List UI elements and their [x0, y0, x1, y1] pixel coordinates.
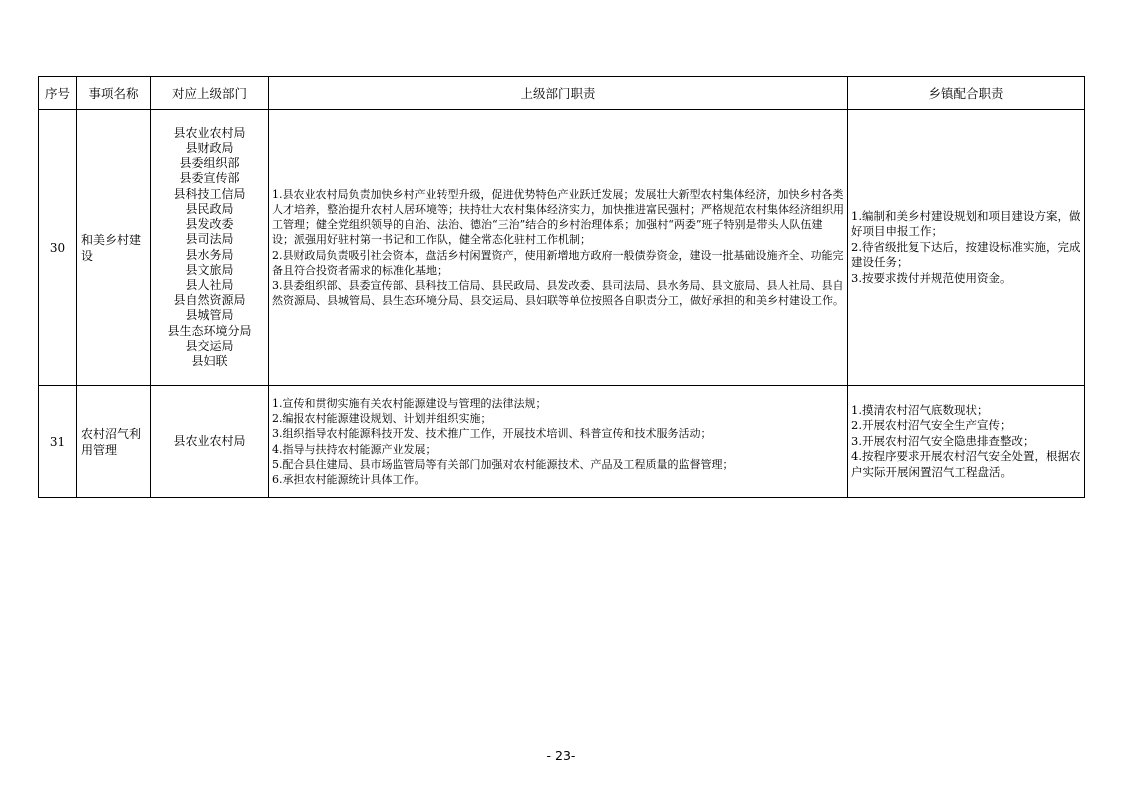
duty-item: 2.待省级批复下达后，按建设标准实施，完成建设任务； — [851, 239, 1081, 270]
duty-item: 3.开展农村沼气安全隐患排查整改； — [851, 433, 1035, 448]
department-name: 县委组织部 — [179, 156, 240, 171]
department-name: 县妇联 — [191, 353, 228, 368]
duty-item: 2.县财政局负责吸引社会资本，盘活乡村闲置资产，使用新增地方政府一般债券资金，建设一批基础设施齐全、功能完备且符合投资者需求的标准化基地； — [272, 248, 844, 277]
department-name: 县司法局 — [185, 232, 234, 247]
table-row — [39, 110, 1085, 386]
department-name: 县财政局 — [185, 141, 234, 156]
duty-item: 6.承担农村能源统计具体工作。 — [272, 472, 426, 486]
department-name: 县交运局 — [185, 338, 234, 353]
duty-item: 5.配合县住建局、县市场监管局等有关部门加强对农村能源技术、产品及工程质量的监督管理； — [272, 457, 734, 471]
duty-item: 1.摸清农村沼气底数现状； — [851, 402, 989, 417]
department-name: 县文旅局 — [185, 262, 234, 277]
page-number: - 23- — [546, 748, 576, 763]
department-name: 县生态环境分局 — [167, 323, 252, 338]
duty-item: 1.编制和美乡村建设规划和项目建设方案，做好项目申报工作； — [851, 208, 1081, 239]
header-department: 对应上级部门 — [151, 77, 269, 110]
duty-item: 1.县农业农村局负责加快乡村产业转型升级，促进优势特色产业跃迁发展；发展壮大新型农村集体经济，加快乡村各类人才培养，整治提升农村人居环境等；扶持壮大农村集体经济实力，加快推进富民强村；严格规范农村集体经济组织用工管理；健全党组织领导的自治、法治、德治“三治”结合的乡村治理体系；加强村“两委”班子特别是带头人队伍建设；派强用好驻村第一书记和工作队，健全常态化驻村工作机制； — [272, 187, 844, 247]
header-item-name: 事项名称 — [77, 77, 151, 110]
department-name: 县民政局 — [185, 201, 234, 216]
department-name: 县自然资源局 — [173, 293, 246, 308]
town-duties-cell — [848, 110, 1085, 386]
duty-table — [38, 76, 1085, 498]
department-name: 县农业农村局 — [173, 433, 246, 448]
duty-item: 4.按程序要求开展农村沼气安全处置，根据农户实际开展闲置沼气工程盘活。 — [851, 449, 1081, 479]
header-no: 序号 — [39, 77, 77, 110]
table-header-row — [39, 77, 1085, 110]
duty-item: 1.宣传和贯彻实施有关农村能源建设与管理的法律法规； — [272, 396, 547, 410]
duty-item: 3.组织指导农村能源科技开发、技术推广工作，开展技术培训、科普宣传和技术服务活动； — [272, 427, 712, 441]
department-name: 县水务局 — [185, 247, 234, 262]
table-row — [39, 386, 1085, 498]
header-town-duties: 乡镇配合职责 — [848, 77, 1085, 110]
duty-item: 2.编报农村能源建设规划、计划并组织实施； — [272, 412, 492, 426]
row-number: 31 — [39, 386, 77, 498]
upper-duties-cell — [269, 110, 848, 386]
duty-item: 3.县委组织部、县委宣传部、县科技工信局、县民政局、县发改委、县司法局、县水务局、县文旅局、县人社局、县自然资源局、县城管局、县生态环境分局、县交运局、县妇联等单位按照各自职责分工，做好承担的和美乡村建设工作。 — [272, 278, 844, 308]
department-name: 县人社局 — [185, 277, 234, 292]
town-duties-cell — [848, 386, 1085, 498]
item-name: 农村沼气利用管理 — [77, 386, 151, 498]
department-cell — [151, 386, 269, 498]
department-name: 县科技工信局 — [173, 186, 246, 201]
duty-item: 4.指导与扶持农村能源产业发展； — [272, 442, 437, 456]
department-name: 县城管局 — [185, 308, 234, 323]
department-name: 县委宣传部 — [179, 171, 240, 186]
department-name: 县农业农村局 — [173, 125, 246, 140]
upper-duties-cell — [269, 386, 848, 498]
department-name: 县发改委 — [185, 217, 234, 232]
row-number: 30 — [39, 110, 77, 386]
duty-item: 3.按要求拨付并规范使用资金。 — [851, 270, 1012, 285]
duty-item: 2.开展农村沼气安全生产宣传； — [851, 418, 1012, 433]
department-cell — [151, 110, 269, 386]
header-upper-duties: 上级部门职责 — [269, 77, 848, 110]
item-name: 和美乡村建设 — [77, 110, 151, 386]
